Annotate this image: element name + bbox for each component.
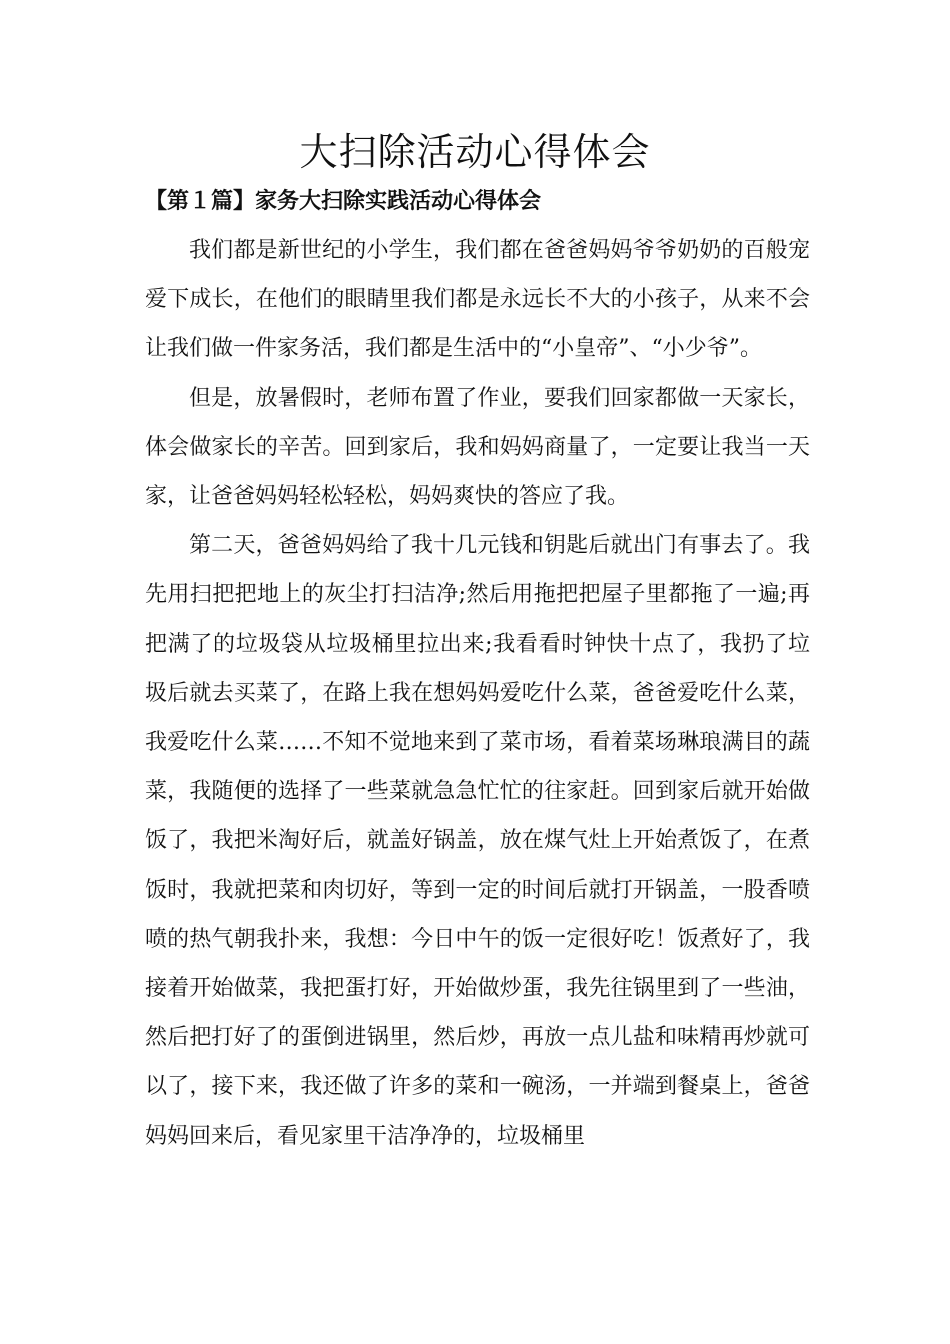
section-heading: 【第１篇】家务大扫除实践活动心得体会 [145,188,542,214]
paragraph-2: 但是，放暑假时，老师布置了作业，要我们回家都做一天家长，体会做家长的辛苦。回到家后，我和妈妈商量了，一定要让我当一天家，让爸爸妈妈轻松轻松，妈妈爽快的答应了我。 [145,385,810,510]
paragraph-1: 我们都是新世纪的小学生，我们都在爸爸妈妈爷爷奶奶的百般宠爱下成长，在他们的眼睛里我们都是永远长不大的小孩子，从来不会让我们做一件家务活，我们都是生活中的“小皇帝”、“小少爷”。 [145,238,810,362]
document-body [145,226,810,1161]
paragraph-3: 第二天，爸爸妈妈给了我十几元钱和钥匙后就出门有事去了。我先用扫把把地上的灰尘打扫洁净;然后用拖把把屋子里都拖了一遍;再把满了的垃圾袋从垃圾桶里拉出来;我看看时钟快十点了，我扔了垃圾后就去买菜了，在路上我在想妈妈爱吃什么菜，爸爸爱吃什么菜，我爱吃什么菜……不知不觉地来到了菜市场，看着菜场琳琅满目的蔬菜，我随便的选择了一些菜就急急忙忙的往家赶。回到家后就开始做饭了，我把米淘好后，就盖好锅盖，放在煤气灶上开始煮饭了，在煮饭时，我就把菜和肉切好，等到一定的时间后就打开锅盖，一股香喷喷的热气朝我扑来，我想：今日中午的饭一定很好吃！饭煮好了，我接着开始做菜，我把蛋打好，开始做炒蛋，我先往锅里到了一些油，然后把打好了的蛋倒进锅里，然后炒，再放一点儿盐和味精再炒就可以了，接下来，我还做了许多的菜和一碗汤，一并端到餐桌上，爸爸妈妈回来后，看见家里干洁净净的，垃圾桶里 [145,533,810,1149]
document-title: 大扫除活动心得体会 [299,130,651,174]
